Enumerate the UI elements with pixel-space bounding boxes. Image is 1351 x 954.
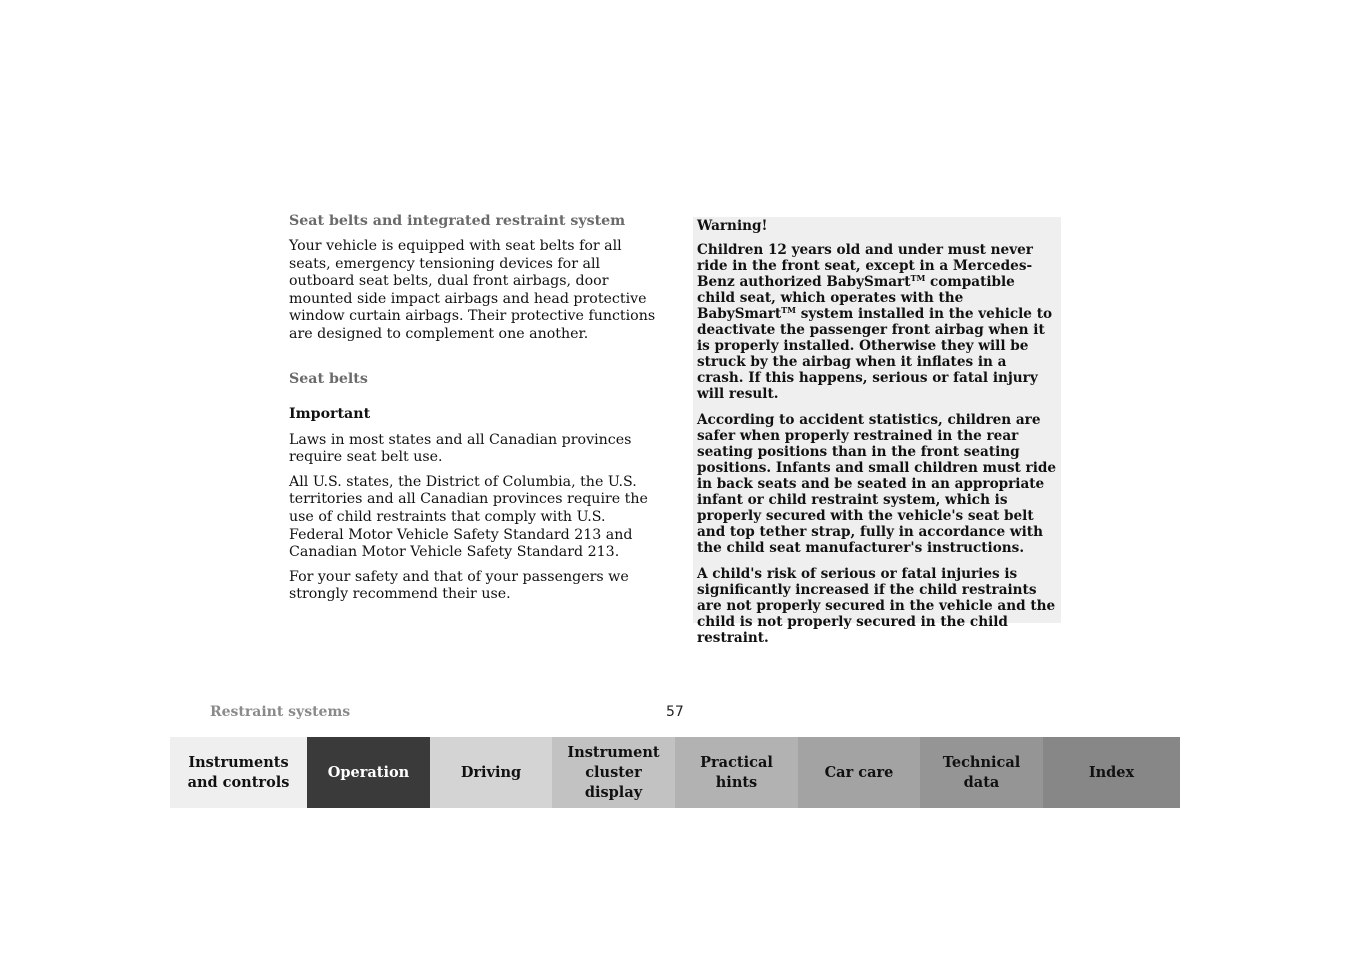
tab-label: Index bbox=[1088, 763, 1135, 781]
section-heading: Seat belts and integrated restraint system bbox=[289, 213, 626, 229]
warning-paragraph-statistics: According to accident statistics, children are safer when properly restrained in the rear seating positions than in the front seating positions. Infants and small children must ride in back seats and be seated in an appropriate infant or child restraint system, which is properly secured with the vehicle's seat belt and top tether strap, fully in accordance with the child seat manufacturer's instructions. bbox=[697, 412, 1057, 556]
page-number: 57 bbox=[666, 704, 684, 720]
tab-index[interactable] bbox=[1043, 737, 1180, 808]
paragraph-laws: Laws in most states and all Canadian provinces require seat belt use. bbox=[289, 431, 632, 466]
tab-instruments-and-controls[interactable] bbox=[170, 737, 307, 808]
paragraph-recommendation: For your safety and that of your passengers we strongly recommend their use. bbox=[289, 568, 629, 603]
tab-label: Practical hints bbox=[700, 753, 773, 791]
warning-text-part: Children 12 years old and under must never ride in the front seat, except in a Mercedes-Benz authorized BabySmart bbox=[697, 242, 1033, 290]
tab-label: Driving bbox=[460, 763, 522, 781]
warning-text-part: system installed in the vehicle to deactivate the passenger front airbag when it is properly installed. Otherwise they will be struck by the airbag when it inflates in a crash. If this happens, serious or fatal injury will result. bbox=[697, 306, 1053, 402]
paragraph-child-restraints: All U.S. states, the District of Columbia, the U.S. territories and all Canadian provinces require the use of child restraints that comply with U.S. Federal Motor Vehicle Safety Standard 213 and Canadian Motor Vehicle Safety Standard 213. bbox=[289, 473, 648, 561]
intro-paragraph: Your vehicle is equipped with seat belts for all seats, emergency tensioning devices for all outboard seat belts, dual front airbags, door mounted side impact airbags and head protective window curtain airbags. Their protective functions are designed to complement one another. bbox=[289, 238, 656, 342]
tab-label: Operation bbox=[327, 763, 410, 781]
tab-label: Instruments and controls bbox=[187, 753, 290, 791]
tab-operation[interactable] bbox=[307, 737, 430, 808]
warning-box bbox=[693, 217, 1061, 646]
main-content-column bbox=[289, 212, 659, 604]
important-heading: Important bbox=[289, 405, 371, 422]
tab-instrument-cluster-display[interactable] bbox=[552, 737, 675, 808]
warning-paragraph-risk: A child's risk of serious or fatal injuries is significantly increased if the child restraints are not properly secured in the vehicle and the child is not properly secured in the child restraint. bbox=[697, 566, 1056, 646]
warning-title: Warning! bbox=[697, 218, 768, 234]
tab-label: Car care bbox=[824, 763, 894, 781]
tab-label: Technical data bbox=[942, 753, 1021, 791]
trademark-mark: TM bbox=[781, 305, 796, 315]
tab-technical-data[interactable] bbox=[920, 737, 1043, 808]
footer-section-title: Restraint systems bbox=[210, 704, 351, 720]
trademark-mark: TM bbox=[910, 273, 926, 283]
chapter-nav-bar bbox=[170, 737, 1180, 808]
tab-label: Instrument cluster display bbox=[567, 743, 660, 801]
tab-driving[interactable] bbox=[430, 737, 552, 808]
subsection-heading-seat-belts: Seat belts bbox=[289, 370, 368, 387]
warning-paragraph-front-seat bbox=[697, 242, 1057, 402]
warning-text-part: compatible child seat, which operates with the BabySmart bbox=[697, 274, 1015, 322]
tab-car-care[interactable] bbox=[798, 737, 920, 808]
tab-practical-hints[interactable] bbox=[675, 737, 798, 808]
